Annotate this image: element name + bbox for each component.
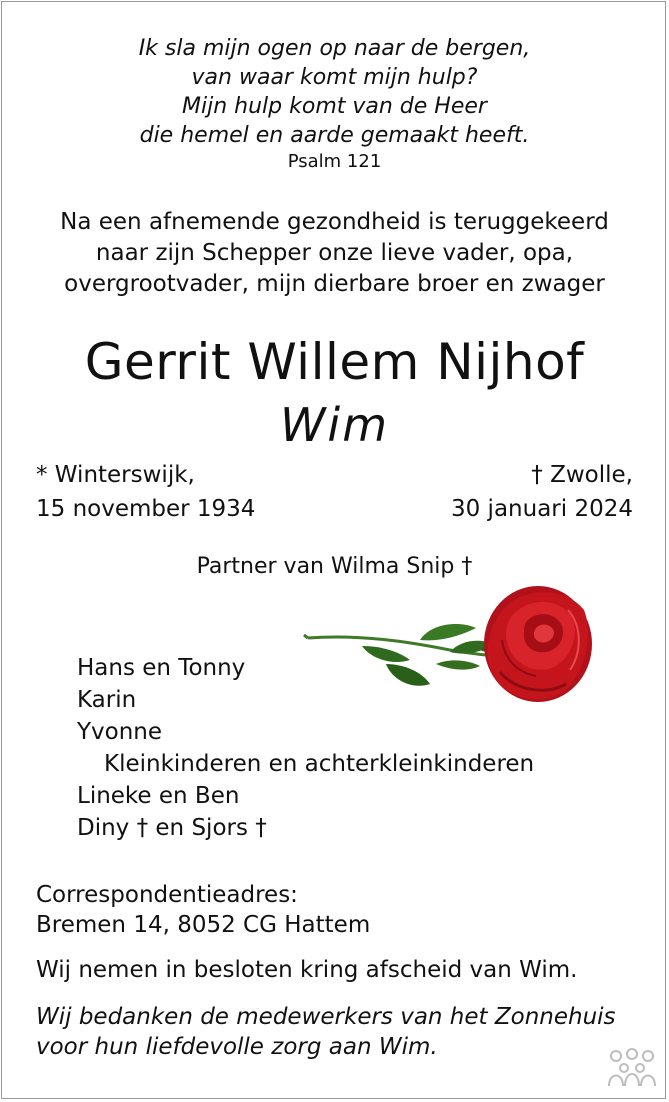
- family-people-logo-icon: [606, 1048, 658, 1088]
- deceased-nickname: Wim: [279, 398, 390, 452]
- birth-place: * Winterswijk,: [36, 462, 195, 488]
- partner-line: Partner van Wilma Snip †: [196, 554, 473, 579]
- verse-line: die hemel en aarde gemaakt heeft.: [139, 123, 530, 148]
- family-member: Hans en Tonny: [77, 655, 246, 681]
- death-info: [451, 458, 633, 526]
- intro-line: Na een afnemende gezondheid is teruggekeerd: [60, 209, 609, 235]
- thanks-line: voor hun liefdevolle zorg aan Wim.: [36, 1034, 438, 1060]
- birth-date: 15 november 1934: [36, 496, 256, 522]
- verse-line: van waar komt mijn hulp?: [191, 65, 478, 90]
- verse-line: Mijn hulp komt van de Heer: [182, 94, 487, 119]
- intro-line: overgrootvader, mijn dierbare broer en zwager: [64, 271, 605, 297]
- birth-info: [36, 458, 255, 526]
- family-member: Karin: [77, 687, 137, 713]
- family-member: Diny † en Sjors †: [77, 815, 267, 841]
- farewell-text: Wij nemen in besloten kring afscheid van Wim.: [36, 957, 578, 983]
- death-place: † Zwolle,: [531, 462, 633, 488]
- family-member: Lineke en Ben: [77, 783, 240, 809]
- deceased-name: Gerrit Willem Nijhof: [84, 333, 585, 391]
- intro-line: naar zijn Schepper onze lieve vader, opa,: [95, 240, 574, 266]
- correspondence-label: Correspondentieadres:: [36, 882, 298, 908]
- family-list: [77, 652, 534, 844]
- intro-text: [0, 207, 669, 300]
- family-member: Kleinkinderen en achterkleinkinderen: [104, 751, 535, 777]
- thanks-text: [36, 1002, 616, 1062]
- psalm-reference: Psalm 121: [287, 151, 382, 172]
- family-member: Yvonne: [77, 719, 163, 745]
- psalm-verse: [0, 34, 669, 150]
- thanks-line: Wij bedanken de medewerkers van het Zonnehuis: [36, 1004, 616, 1030]
- death-date: 30 januari 2024: [450, 496, 633, 522]
- address-text: Bremen 14, 8052 CG Hattem: [36, 912, 371, 938]
- verse-line: Ik sla mijn ogen op naar de bergen,: [138, 36, 531, 61]
- correspondence-address: [36, 880, 370, 940]
